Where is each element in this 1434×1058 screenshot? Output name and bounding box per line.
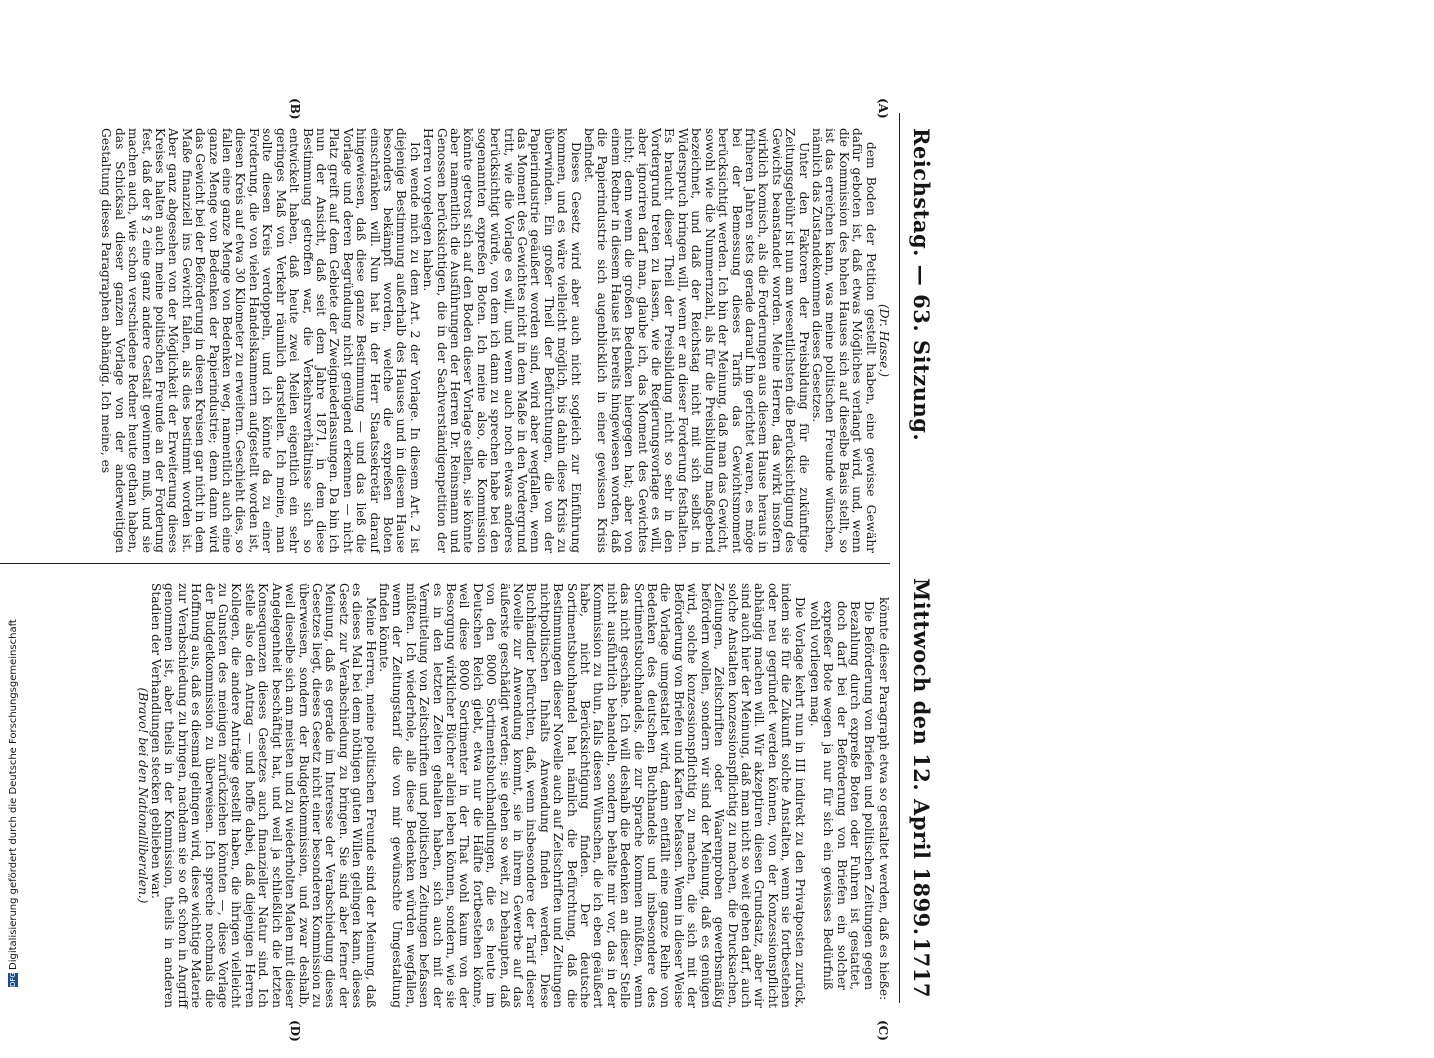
left-text-column xyxy=(0,128,890,553)
paragraph: dem Boden der Petition gestellt haben, eine gewisse Gewähr dafür geboten ist, daß etwas Mögliches verlangt wird, und, wenn die Kommission des hohen Hauses sich auf dieselbe Basis stellt, so ist das erreichen kann, was meine politischen Freunde wünschen, nämlich das Zustandekommen dieses Gesetzes. xyxy=(809,128,878,553)
paragraph: Die Vorlage kehrt nun in III indirekt zu den Privatposten zurück, indem sie für die Zukunft solche Anstalten, wenn sie fortbestehen oder neu gegründet werden können, von der Konzessionspflicht abhängig machen will. Wir akzeptiren diesen Grundsatz, aber wir sind auch hier der Meinung, daß man nicht so weit gehen darf, auch solche Anstalten konzessionspflichtig zu machen, die Drucksachen, Zeitungen, Zeitschriften oder Waarenproben gewerbsmäßig befördern wollen, sondern wir sind der Meinung, daß es genügen wird, solche konzessionspflichtig zu machen, die sich mit der Beförderung von Briefen und Karten befassen. Wenn in dieser Weise die Vorlage umgestaltet wird, dann entfällt eine ganze Reihe von Bedenken des deutschen Buchhandels und insbesondere des Sortimentsbuchhandels, die zur Sprache kommen müßten, wenn das nicht geschähe. Ich will deshalb die Bedenken an dieser Stelle nicht ausführlich behandeln, sondern behalte mir vor, das in der Kommission zu thun, falls diesen Wünschen, die ich eben geäußert habe, nicht Berücksichtigung finden. Der deutsche Sortimentsbuchhandel hat nämlich die Befürchtung, daß die Bestimmungen dieser Novelle auch auf Zeitschriften und Zeitungen nichtpolitischen Inhalts Anwendung finden werden. Diese Buchhändler befürchten, daß, wenn insbesondere der Tarif dieser Novelle zur Anwendung kommt, sie in ihrem Gewerbe auf das äußerste geschädigt werden; sie gehen so weit, zu behaupten, daß von den 8000 Sortimentsbuchhandlungen, die es heute im Deutschen Reich giebt, etwa nur die Hälfte fortbestehen könne, weil diese 8000 Sortimenter in der That wohl kaum von der Besorgung wirklicher Bücher allein leben können, sondern, wie sie es in den letzten Zeiten gehalten haben, sich auch mit der Vermittelung von Zeitschriften und politischen Zeitungen befassen müßten. Ich wiederhole, alle diese Bedenken würden wegfallen, wenn der Zeitungstarif die von mir gewünschte Umgestaltung finden könnte. xyxy=(376,583,807,1008)
applause-note: (Bravo! bei den Nationalliberalen.) xyxy=(135,687,150,904)
margin-mark-d: (D) xyxy=(288,1020,302,1042)
digitization-credit xyxy=(8,287,21,987)
paragraph: könnte dieser Paragraph etwa so gestaltet werden, daß es hieße: xyxy=(877,597,891,1001)
margin-mark-a: (A) xyxy=(876,98,890,119)
paragraph: Ich wende mich zu dem Art. 2 der Vorlage. In diesem Art. 2 ist diejenige Bestimmung außerhalb des Hauses und in diesem Hause besonders bekämpft worden, welche die expreßen Boten einschränken will. Nun hat in der Herr Staatssekretär darauf hingewiesen, daß diese ganze Bestimmung — und das ließ die Vorlage und deren Begründung nicht genügend erkennen — nicht Platz greift auf dem Gebiete der Zweigniederlassungen. Da bin ich nun der Ansicht, daß seit dem Jahre 1871, in dem diese Bestimmung getroffen war, die Verkehrsverhältnisse sich so entwickelt haben, daß heute zwei Meilen eigentlich ein sehr geringes Maß von Verkehr räumlich darstellen. Ich meine, man sollte diesen Kreis verdoppeln, und ich könnte da zu einer Forderung, die von vielen Handelskammern aufgestellt worden ist, diesen Kreis auf etwa 30 Kilometer zu erweitern. Geschieht dies, so fallen eine ganze Menge von Bedenken weg, namentlich auch eine ganze Menge von Bedenken der Papierindustrie; denn dann wird das Gewicht bei der Beförderung in diesen Kreisen gar nicht in dem Maße finanziell ins Gewicht fallen, als dies bestimmt worden ist. Aber ganz abgesehen von der Möglichkeit der Erweiterung dieses Kreises halten auch meine politischen Freunde an der Forderung fest, daß der § 2 eine ganz andere Gestalt gewinnen muß, und sie machen auch, wie schon verschiedene Redner heute gethan haben, das Schicksal dieser ganzen Vorlage von der anderweitigen Gestaltung dieses Paragraphen abhängig. Ich meine, es xyxy=(99,128,422,553)
dfg-logo-icon: DFG xyxy=(9,972,17,987)
paragraph: Dieses Gesetz wird aber auch nicht sogleich zur Einführung kommen, und es wäre vielleicht möglich, bis dahin diese Krisis zu überwinden. Ein großer Theil der Befürchtungen, die von der Papierindustrie geäußert worden sind, wird aber wegfallen, wenn das Moment des Gewichtes nicht in dem Maße in den Vordergrund tritt, wie die Vorlage es will, und wenn auch noch etwas anderes berücksichtigt würde, von dem ich dann zu sprechen habe bei den sogenannten expreßen Boten. Ich meine also, die Kommission könnte getrost sich auf den Boden dieser Vorlage stellen, sie könnte aber namentlich die Ausführungen der Herren Dr. Reinsmann und Genossen berücksichtigen, die in der Sachverständigenpetition der Herren vorgelegen haben. xyxy=(421,128,583,553)
right-text-column xyxy=(0,583,890,1008)
quoted-proposal: Die Beförderung von Briefen und politischen Zeitungen gegen Bezahlung durch expreße Boten oder Fuhren ist gestattet, doch darf bei der Beförderung von Briefen ein solcher expreßer Bote wegen ja nur für sich ein gewisses Bedürfniß wohl vorliegen mag. xyxy=(807,601,876,990)
speaker-label: (Dr. Hasse.) xyxy=(877,303,891,377)
credit-text: Digitalisierung gefördert durch die Deutsche Forschungsgemeinschaft xyxy=(8,619,19,970)
paragraph: Unter den Faktoren der Preisbildung für die zukünftige Zeitungsgebühr ist nun am wesentlichsten die Berücksichtigung des Gewichts beanstandet worden. Meine Herren, das wirkt insofern wirklich komisch, als die Forderungen aus diesem Hause heraus in früheren Jahren stets gerade darauf hin gerichtet waren, es möge bei der Bemessung dieses Tarifs das Gewichtsmoment berücksichtigt werden. Ich bin der Meinung, daß man das Gewicht, sowohl wie die Nummernzahl, als für die Preisbildung maßgebend bezeichnet, und daß der Reichstag nicht mit sich selbst in Widerspruch bringen will, wenn er an dieser Forderung festhalten. Es braucht dieser Theil der Preisbildung nicht so sehr in den Vordergrund treten zu lassen, wie die Regierungsvorlage es will, aber ignoriren darf man, glaube ich, das Moment des Gewichtes nicht; denn wenn die großen Bedenken hiergegen hat; aber von einem Redner in diesem Hause ist bereits hingewiesen worden, daß die Papierindustrie sich augenblicklich in einer gewissen Krisis befindet. xyxy=(582,128,811,553)
header-rule xyxy=(899,113,900,1003)
margin-mark-b: (B) xyxy=(288,98,302,120)
document-page xyxy=(0,58,942,1058)
running-header-left: Reichstag. — 63. Sitzung. xyxy=(909,128,934,442)
running-header-right: Mittwoch den 12. April 1899. xyxy=(909,578,934,936)
paragraph: Meine Herren, meine politischen Freunde sind der Meinung, daß es dieses Mal bei dem nöthigen guten Willen gelingen kann, dieses Gesetz zur Verabschiedung zu bringen. Sie sind aber ferner der Meinung, daß es gerade im Interesse der Verabschiedung dieses Gesetzes liegt, dieses Gesetz nicht einer besonderen Kommission zu überweisen, sondern der Budgetkommission, und zwar deshalb, weil dieselbe sich am meisten und zu wiederholten Malen mit dieser Angelegenheit beschäftigt hat, und weil ja schließlich die letzten Konsequenzen dieses Gesetzes auch finanzieller Natur sind. Ich stelle also den Antrag — und hoffe dabei, daß diejenigen Herren Kollegen, die andere Anträge gestellt haben, die ihrigen vielleicht zu Gunsten des meinigen zurückziehen könnten —, diese Vorlage der Budgetkommission zu überweisen. Ich spreche nochmals die Hoffnung aus, daß es diesmal gelingen wird, diese wichtige Materie zur Verabschiedung zu bringen, nachdem sie so oft schon in Angriff genommen ist, aber theils in der Kommission, theils in anderen Stadien der Verhandlungen stecken geblieben war. xyxy=(149,583,378,1008)
column-divider xyxy=(0,563,890,564)
margin-mark-c: (C) xyxy=(876,1020,890,1041)
page-number: 1717 xyxy=(909,937,934,998)
